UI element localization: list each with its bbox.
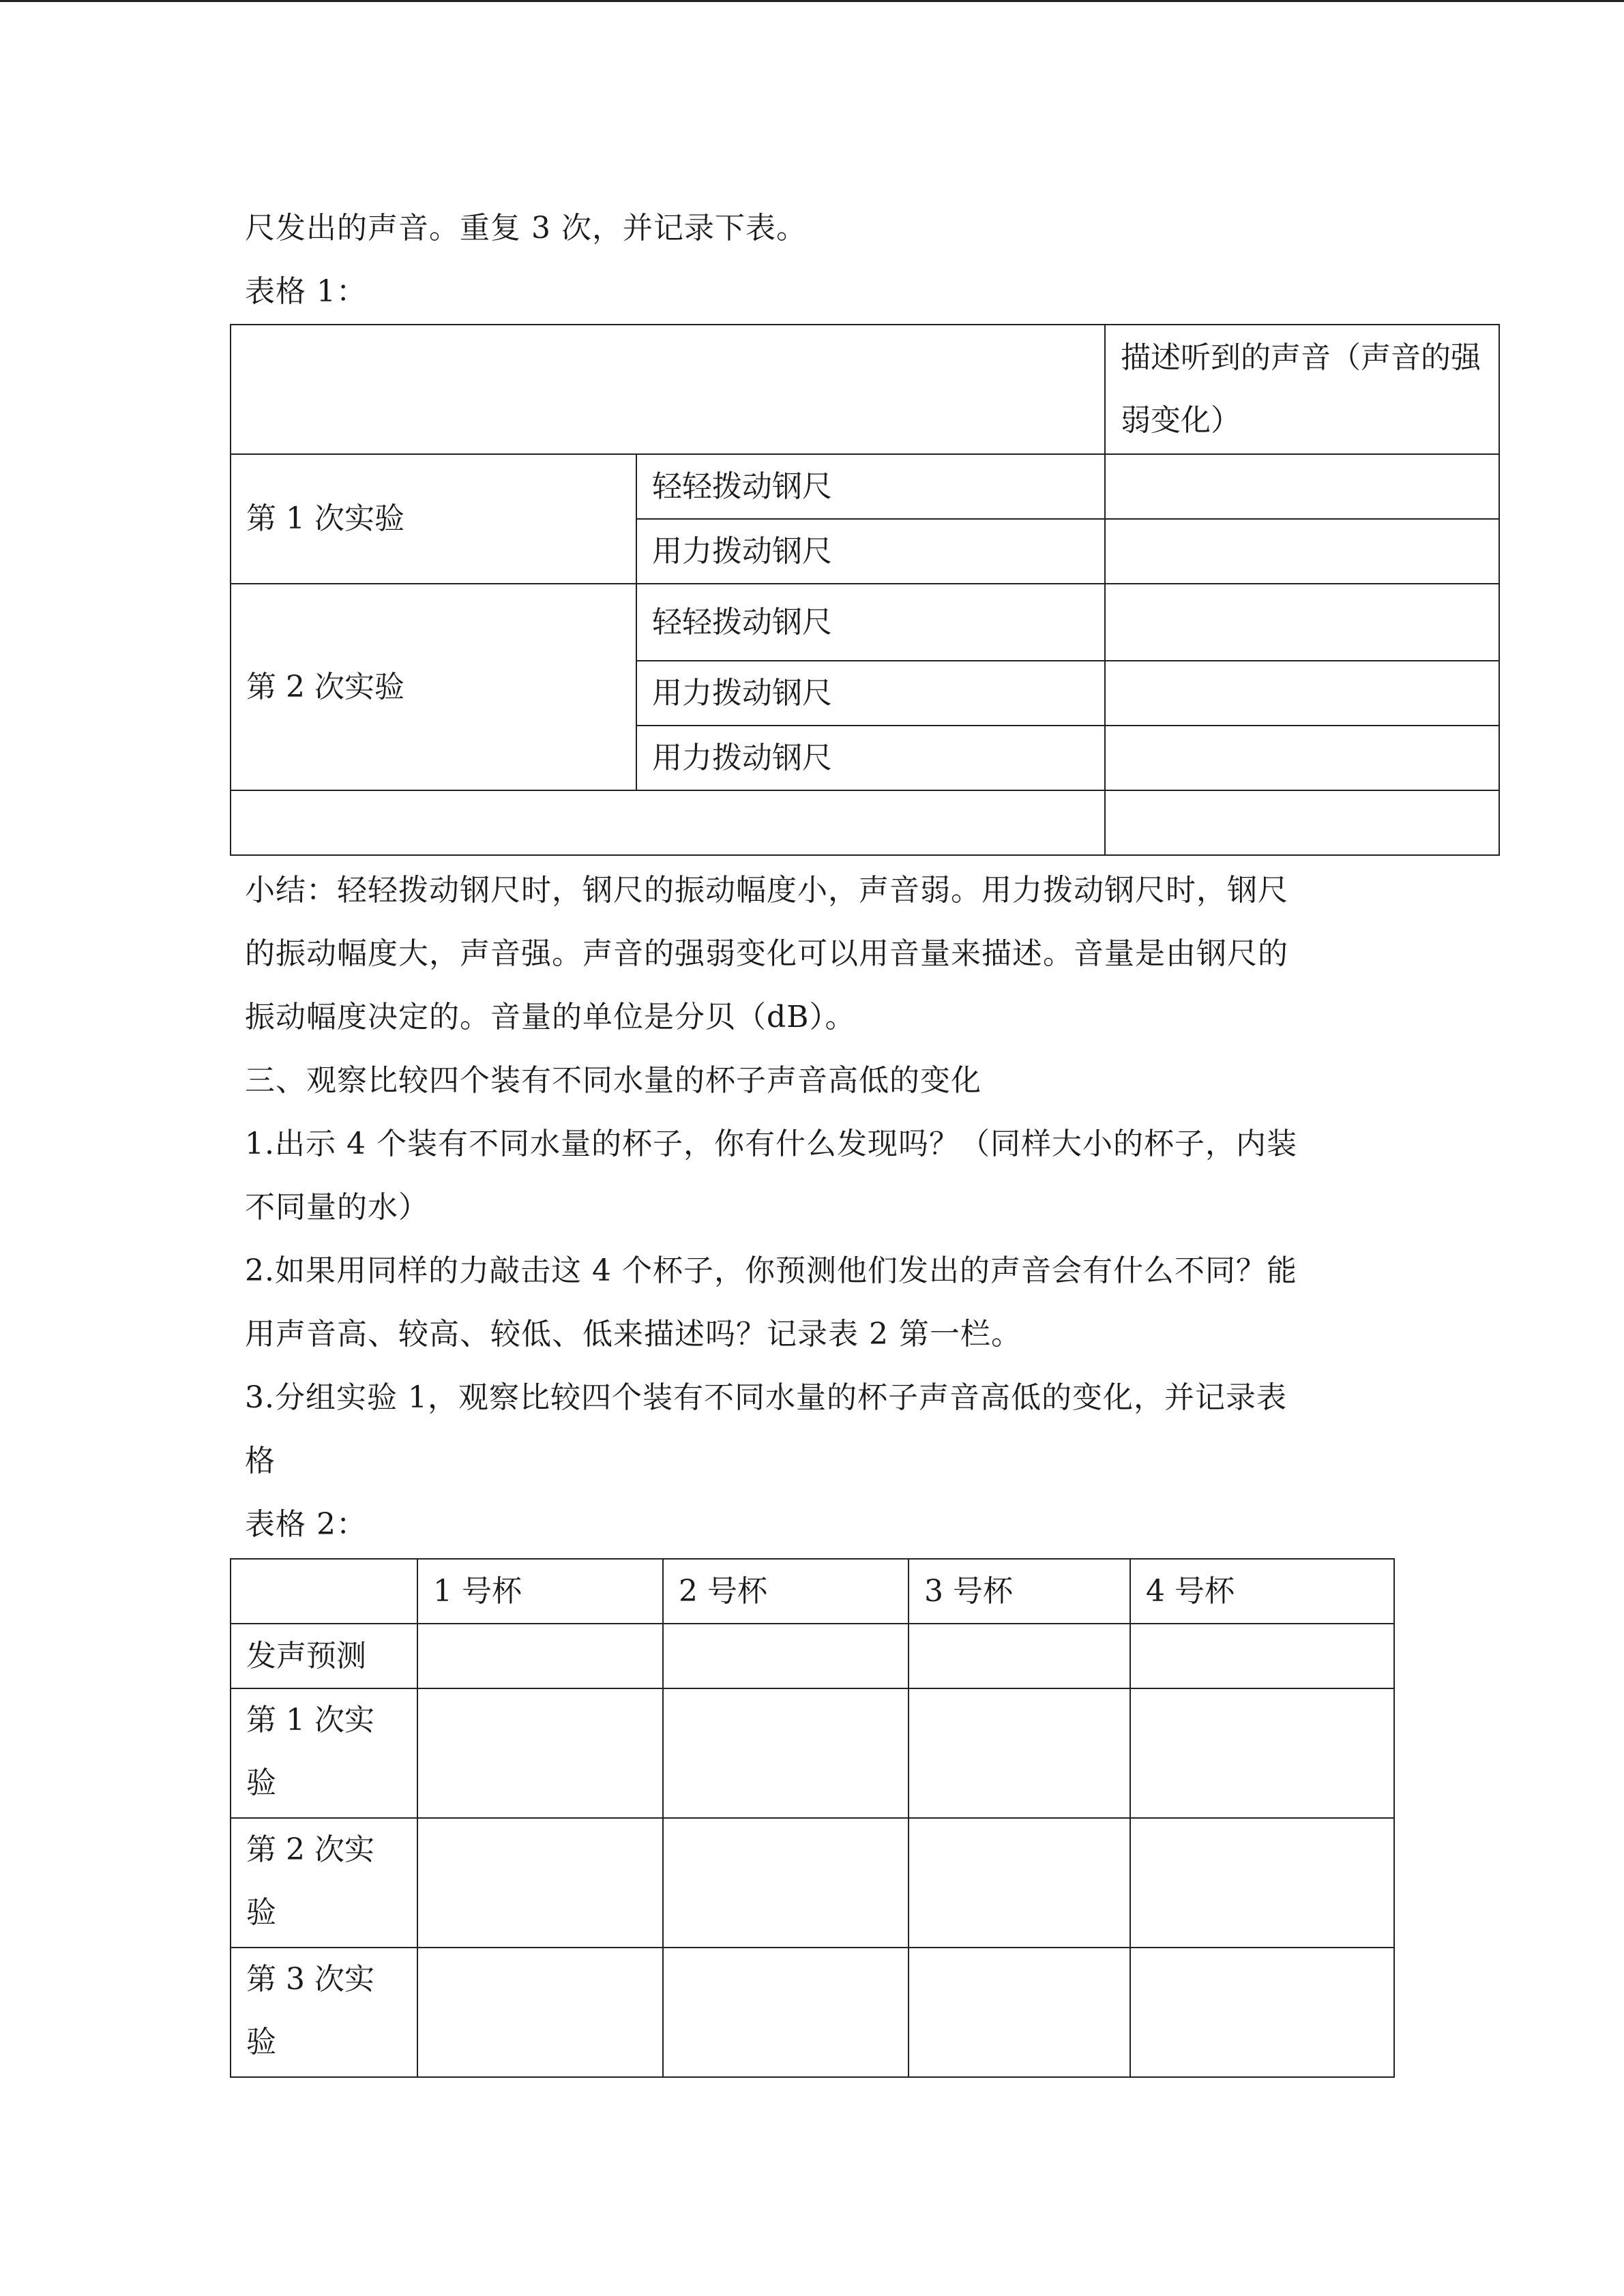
table1-row-action: 用力拨动钢尺: [636, 519, 1105, 584]
table2-cell: [909, 1688, 1130, 1818]
table1-row-action: 轻轻拨动钢尺: [636, 454, 1105, 519]
table2-cell: [1130, 1948, 1394, 2077]
table1-exp1-label: 第 1 次实验: [231, 454, 636, 584]
table2-cell: [909, 1948, 1130, 2077]
table1-cell: [1105, 790, 1499, 855]
table2-cell: [417, 1948, 663, 2077]
section-heading: 三、观察比较四个装有不同水量的杯子声音高低的变化: [245, 1063, 981, 1098]
table1-exp2-label: 第 2 次实验: [231, 584, 636, 790]
table2-col-header: 3 号杯: [909, 1559, 1130, 1624]
table1-cell: [1105, 726, 1499, 790]
table1-cell: [1105, 584, 1499, 661]
table-1: [230, 324, 1500, 856]
table2-cell: [1130, 1818, 1394, 1948]
table2-row-header: 第 1 次实验: [231, 1688, 417, 1818]
table2-cell: [417, 1818, 663, 1948]
text-line: 3.分组实验 1，观察比较四个装有不同水量的杯子声音高低的变化，并记录表: [245, 1380, 1287, 1415]
summary-line: 振动幅度决定的。音量的单位是分贝（dB）。: [245, 1000, 856, 1034]
page-top-border: [0, 0, 1624, 2]
table1-row-action: 用力拨动钢尺: [636, 726, 1105, 790]
table2-cell: [1130, 1688, 1394, 1818]
table2-cell: [663, 1948, 909, 2077]
text-line: 2.如果用同样的力敲击这 4 个杯子，你预测他们发出的声音会有什么不同？能: [245, 1253, 1297, 1288]
table2-cell: [909, 1818, 1130, 1948]
table1-row-action: 轻轻拨动钢尺: [636, 584, 1105, 661]
table2-row-header: 第 2 次实验: [231, 1818, 417, 1948]
table2-cell: [1130, 1624, 1394, 1688]
text-line: 尺发出的声音。重复 3 次，并记录下表。: [245, 211, 807, 245]
table-2: [230, 1558, 1395, 2078]
table2-cell: [909, 1624, 1130, 1688]
table2-cell: [663, 1624, 909, 1688]
table2-caption: 表格 2：: [245, 1507, 367, 1542]
table2-cell: [663, 1688, 909, 1818]
table2-corner: [231, 1559, 417, 1624]
table2-col-header: 1 号杯: [417, 1559, 663, 1624]
table1-caption: 表格 1：: [245, 274, 367, 309]
table1-cell: [1105, 661, 1499, 726]
text-line: 1.出示 4 个装有不同水量的杯子，你有什么发现吗？（同样大小的杯子，内装: [245, 1127, 1297, 1161]
text-line: 用声音高、较高、较低、低来描述吗？记录表 2 第一栏。: [245, 1317, 1022, 1352]
table1-cell: [1105, 519, 1499, 584]
table2-row-header: 第 3 次实验: [231, 1948, 417, 2077]
table2-cell: [417, 1624, 663, 1688]
table2-col-header: 4 号杯: [1130, 1559, 1394, 1624]
table2-row-header: 发声预测: [231, 1624, 417, 1688]
summary-line: 的振动幅度大，声音强。声音的强弱变化可以用音量来描述。音量是由钢尺的: [245, 936, 1288, 971]
table2-cell: [417, 1688, 663, 1818]
summary-line: 小结：轻轻拨动钢尺时，钢尺的振动幅度小，声音弱。用力拨动钢尺时，钢尺: [245, 873, 1288, 908]
table1-cell: [231, 790, 1105, 855]
text-line: 不同量的水）: [245, 1190, 429, 1225]
table2-cell: [663, 1818, 909, 1948]
text-line: 格: [245, 1444, 276, 1478]
table1-row-action: 用力拨动钢尺: [636, 661, 1105, 726]
table1-header-blank: [231, 325, 1105, 454]
table1-cell: [1105, 454, 1499, 519]
table2-col-header: 2 号杯: [663, 1559, 909, 1624]
table1-header-desc: 描述听到的声音（声音的强弱变化）: [1105, 325, 1499, 454]
